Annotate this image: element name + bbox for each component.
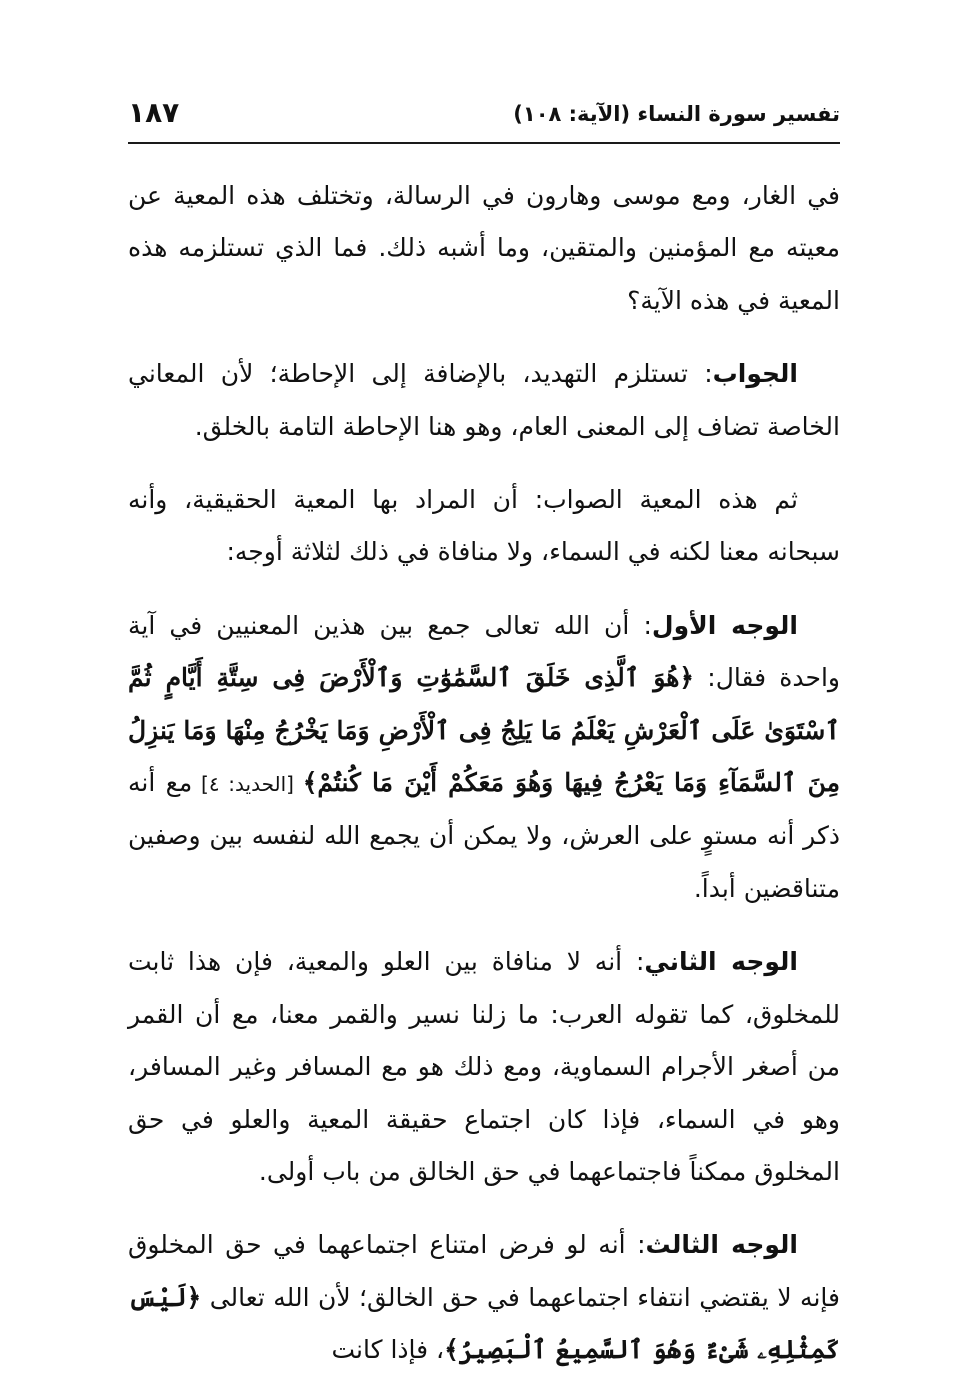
paragraph-text: : أنه لا منافاة بين العلو والمعية، فإن هذا ثابت للمخلوق، كما تقوله العرب: ما زلنا نسير والقمر معنا، مع أن القمر من أصغر الأجرام السماوية، ومع ذلك هو مع المسافر وغير المسافر، وهو في السماء، فإذا كان اجتماع حقيقة المعية والعلو في حق المخلوق ممكناً فاجتماعهما في حق الخالق من باب أولى. xyxy=(128,947,840,1186)
paragraph-text: : تستلزم التهديد، بالإضافة إلى الإحاطة؛ لأن المعاني الخاصة تضاف إلى المعنى العام، وهو هنا الإحاطة التامة بالخلق. xyxy=(128,359,840,441)
paragraph-text: : أن الله تعالى جمع بين هذين المعنيين في آية واحدة فقال: xyxy=(128,610,840,693)
paragraph-third-aspect xyxy=(128,1219,840,1376)
second-aspect-heading: الوجه الثاني xyxy=(644,947,798,977)
paragraph-answer xyxy=(128,348,840,453)
paragraph-text: : أنه لو فرض امتناع اجتماعهما في حق المخلوق فإنه لا يقتضي انتفاء اجتماعهما في حق الخالق؛ لأن الله تعالى xyxy=(128,1230,840,1312)
paragraph-first-aspect xyxy=(128,600,840,915)
quran-verse: ﴿هُوَ ٱلَّذِى خَلَقَ ٱلسَّمَٰوَٰتِ وَٱلْأَرْضَ فِى سِتَّةِ أَيَّامٍ ثُمَّ ٱسْتَوَىٰ عَلَى ٱلْعَرْشِ يَعْلَمُ مَا يَلِجُ فِى ٱلْأَرْضِ وَمَا يَخْرُجُ مِنْهَا وَمَا يَنزِلُ مِنَ ٱلسَّمَآءِ وَمَا يَعْرُجُ فِيهَا وَهُوَ مَعَكُمْ أَيْنَ مَا كُنتُمْ﴾ xyxy=(128,663,840,798)
paragraph-second-aspect xyxy=(128,936,840,1198)
body-text xyxy=(128,170,840,1398)
verse-citation: [الحديد: ٤] xyxy=(192,772,303,797)
paragraph-text: في الغار، ومع موسى وهارون في الرسالة، وتختلف هذه المعية عن معيته مع المؤمنين والمتقين، وما أشبه ذلك. فما الذي تستلزمه هذه المعية في هذه الآية؟ xyxy=(128,181,840,315)
page-number: ١٨٧ xyxy=(128,96,180,129)
answer-heading: الجواب xyxy=(712,359,798,389)
third-aspect-heading: الوجه الثالث xyxy=(645,1230,798,1260)
quran-verse: ﴿لَيْسَ كَمِثْلِهِۦ شَىْءٌ وَهُوَ ٱلسَّمِيعُ ٱلْبَصِيرُ﴾ xyxy=(128,1282,840,1365)
paragraph-text: مع أنه ذكر أنه مستوٍ على العرش، ولا يمكن أن يجمع الله لنفسه بين وصفين متناقضين أبداً. xyxy=(128,768,840,903)
paragraph-continuation xyxy=(128,170,840,327)
page-header xyxy=(128,96,840,144)
paragraph-correct-view xyxy=(128,474,840,579)
first-aspect-heading: الوجه الأول xyxy=(651,610,798,640)
running-title: تفسير سورة النساء (الآية: ١٠٨) xyxy=(513,102,840,126)
paragraph-text: ، فإذا كانت xyxy=(331,1335,445,1365)
paragraph-text: ثم هذه المعية الصواب: أن المراد بها المعية الحقيقية، وأنه سبحانه معنا لكنه في السماء، ولا منافاة في ذلك لثلاثة أوجه: xyxy=(128,485,840,567)
